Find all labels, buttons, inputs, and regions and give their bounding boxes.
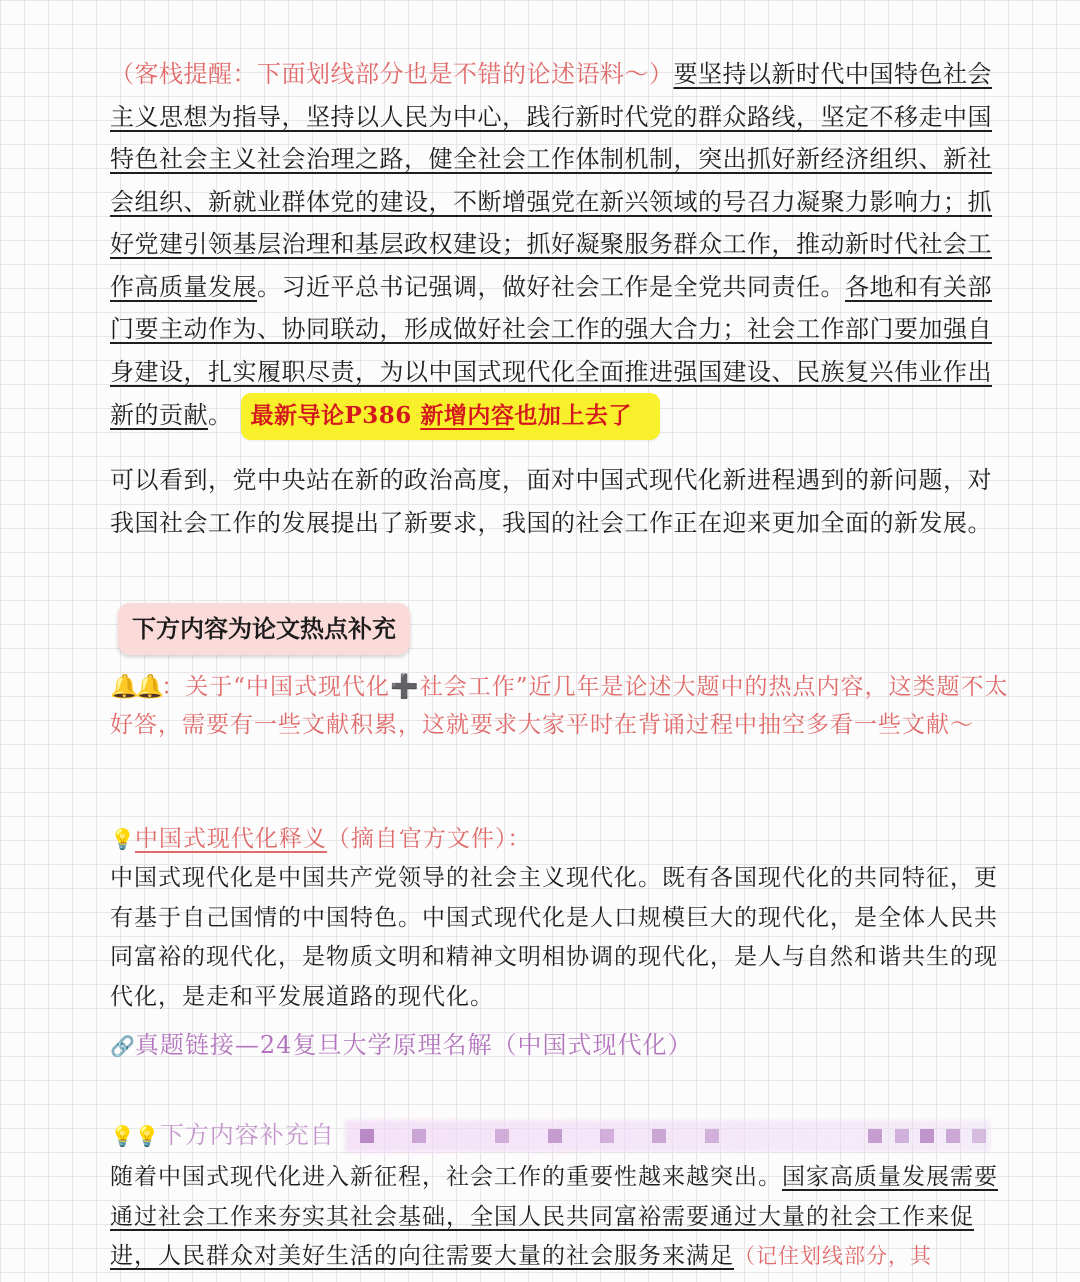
definition-heading-underlined: 中国式现代化释义 — [134, 826, 327, 852]
definition-body: 中国式现代化是中国共产党领导的社会主义现代化。既有各国现代化的共同特征，更有基于自己国情的中国特色。中国式现代化是人口规模巨大的现代化，是全体人民共同富裕的现代化，是物质文明和精神文明相协调的现代化，是人与自然和谐共生的现代化，是走和平发展道路的现代化。 — [110, 865, 998, 1010]
lightbulb-pair-icon: 💡💡 — [110, 1124, 160, 1148]
blur-pixel — [920, 1129, 934, 1143]
blur-pixel — [495, 1129, 509, 1143]
plain-text: 。习近平总书记强调，做好社会工作是全党共同责任。 — [257, 272, 845, 301]
supplement-body — [110, 1158, 1010, 1277]
blur-pixel — [972, 1129, 986, 1143]
blur-pixel — [705, 1129, 719, 1143]
highlight-suffix: 也加上去了 — [514, 402, 632, 429]
blur-pixel — [412, 1129, 426, 1143]
exam-link-text[interactable]: 真题链接—24复旦大学原理名解（中国式现代化） — [134, 1031, 693, 1059]
supplement-body-underlined: 国家高质量发展需要通过社会工作来夯实其社会基础，全国人民共同富裕需要通过大量的社会工作来促进，人民群众对美好生活的向往需要大量的社会服务来满足 — [110, 1164, 998, 1269]
bell-note — [110, 668, 1010, 744]
blurred-overlay — [345, 1120, 990, 1152]
definition-heading-rest: （摘自官方文件）： — [326, 826, 532, 852]
blur-pixel — [652, 1129, 666, 1143]
plus-icon: ➕ — [390, 674, 420, 700]
highlight-prefix: 最新导论P386 — [250, 402, 421, 429]
exam-link[interactable] — [110, 1026, 1010, 1067]
reminder-note: （客栈提醒：下面划线部分也是不错的论述语料～） — [110, 60, 674, 88]
blur-pixel — [868, 1129, 882, 1143]
definition-heading — [110, 820, 1010, 859]
bell-note-text-after: 社会工作”近几年是论述大题中的热点内容，这类题不太好答，需要有一些文献积累，这就要求大家平时在背诵过程中抽空多看一些文献～ — [110, 674, 1009, 738]
blur-pixel — [360, 1129, 374, 1143]
bell-note-text-before: ：关于“中国式现代化 — [161, 674, 391, 700]
blur-pixel — [895, 1129, 909, 1143]
supplement-body-plain: 随着中国式现代化进入新征程，社会工作的重要性越来越突出。 — [110, 1164, 782, 1190]
link-icon: 🔗 — [110, 1034, 135, 1058]
bell-icon: 🔔🔔 — [110, 674, 162, 700]
paragraph-1 — [110, 53, 1010, 440]
blur-pixel — [946, 1129, 960, 1143]
supplement-note: （记住划线部分，其 — [734, 1244, 932, 1268]
blur-pixel — [548, 1129, 562, 1143]
underlined-text-a: 要坚持以新时代中国特色社会主义思想为指导，坚持以人民为中心，践行新时代党的群众路线，坚定不移走中国特色社会主义社会治理之路，健全社会工作体制机制，突出抓好新经济组织、新社会组织、新就业群体党的建设，不断增强党在新兴领域的号召力凝聚力影响力；抓好党建引领基层治理和基层政权建设；抓好凝聚服务群众工作，推动新时代社会工作高质量发展 — [110, 60, 992, 301]
highlight-badge — [241, 393, 660, 440]
highlight-underlined: 新增内容 — [420, 402, 515, 429]
supplement-heading-text: 下方内容补充自 — [159, 1121, 335, 1149]
blur-pixel — [600, 1129, 614, 1143]
underlined-text-b: 各地和有关部门要主动作为、协同联动，形成做好社会工作的强大合力；社会工作部门要加强自身建设，扎实履职尽责，为以中国式现代化全面推进强国建设、民族复兴伟业作出新的贡献 — [110, 272, 992, 429]
paragraph-end: 。 — [208, 401, 233, 429]
lightbulb-icon: 💡 — [110, 827, 135, 851]
section-title: 下方内容为论文热点补充 — [118, 603, 410, 655]
paragraph-2: 可以看到，党中央站在新的政治高度，面对中国式现代化新进程遇到的新问题，对我国社会工作的发展提出了新要求，我国的社会工作正在迎来更加全面的新发展。 — [110, 466, 992, 537]
